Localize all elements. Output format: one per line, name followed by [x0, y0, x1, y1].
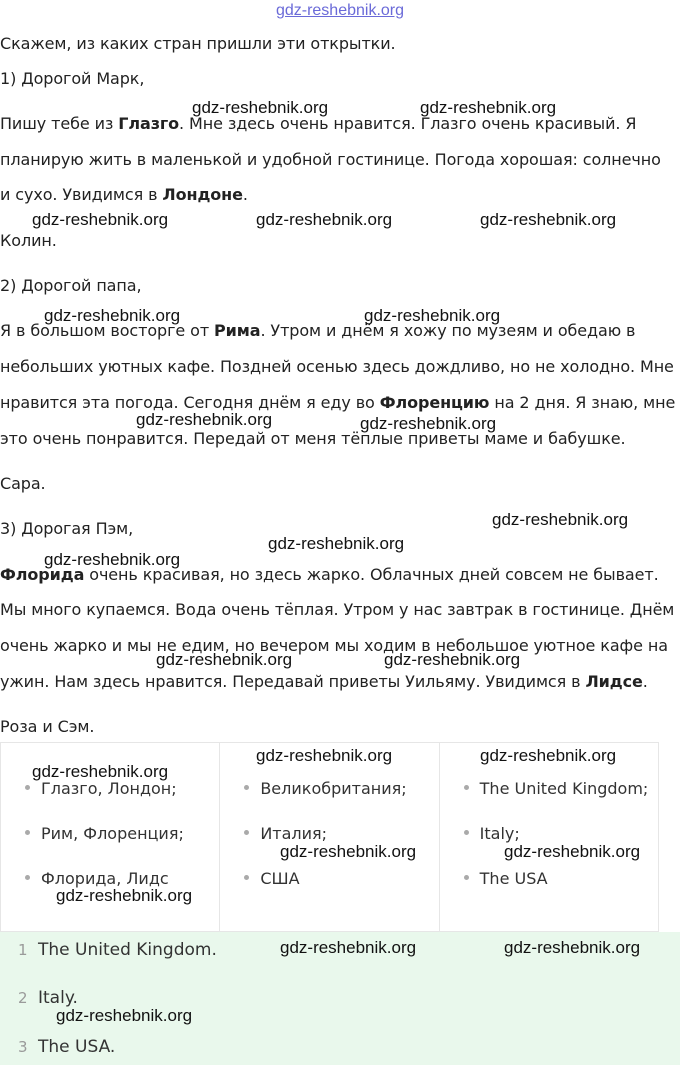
site-watermark-link[interactable]: gdz-reshebnik.org [275, 2, 405, 19]
watermark: gdz-reshebnik.org [420, 98, 557, 117]
watermark: gdz-reshebnik.org [480, 746, 617, 765]
watermark: gdz-reshebnik.org [136, 410, 273, 429]
table-col-countries-ru [220, 743, 439, 931]
letter1-line1: Пишу тебе из Глазго. Мне здесь очень нравится. Глазго очень красивый. Я [0, 114, 637, 133]
letter2-line2: небольших уютных кафе. Поздней осенью здесь дождливо, но не холодно. Мне [0, 357, 674, 376]
answer-item: 2 Italy. [18, 988, 78, 1008]
letter3-line3: очень жарко и мы не едим, но вечером мы ходим в небольшое уютное кафе на [0, 636, 668, 655]
watermark: gdz-reshebnik.org [56, 1006, 193, 1025]
letter1-line3: и сухо. Увидимся в Лондоне. [0, 185, 248, 204]
letter1-signature: Колин. [0, 231, 57, 250]
letter3-line4: ужин. Нам здесь нравится. Передавай приветы Уильяму. Увидимся в Лидсе. [0, 672, 648, 691]
letter1-greeting: 1) Дорогой Марк, [0, 69, 145, 88]
list-item: Рим, Флоренция; [25, 824, 184, 843]
list-item: The United Kingdom; [464, 779, 649, 798]
list-item: Глазго, Лондон; [25, 779, 177, 798]
letter3-signature: Роза и Сэм. [0, 717, 95, 736]
watermark: gdz-reshebnik.org [364, 306, 501, 325]
list-item: The USA [464, 869, 548, 888]
letter2-line3: нравится эта погода. Сегодня днём я еду во Флоренцию на 2 дня. Я знаю, мне [0, 393, 676, 412]
watermark: gdz-reshebnik.org [32, 762, 169, 781]
watermark: gdz-reshebnik.org [44, 306, 181, 325]
letter3-line1: Флорида очень красивая, но здесь жарко. Облачных дней совсем не бывает. [0, 565, 659, 584]
watermark: gdz-reshebnik.org [480, 210, 617, 229]
intro-text: Скажем, из каких стран пришли эти открытки. [0, 34, 396, 53]
letter3-greeting: 3) Дорогая Пэм, [0, 519, 134, 538]
watermark: gdz-reshebnik.org [256, 210, 393, 229]
list-item: Великобритания; [244, 779, 406, 798]
watermark: gdz-reshebnik.org [384, 650, 521, 669]
watermark: gdz-reshebnik.org [492, 510, 629, 529]
watermark: gdz-reshebnik.org [504, 842, 641, 861]
watermark: gdz-reshebnik.org [56, 886, 193, 905]
letter2-signature: Сара. [0, 474, 46, 493]
letter3-line2: Мы много купаемся. Вода очень тёплая. Утром у нас завтрак в гостинице. Днём [0, 600, 675, 619]
watermark: gdz-reshebnik.org [156, 650, 293, 669]
list-item: Италия; [244, 824, 327, 843]
watermark: gdz-reshebnik.org [256, 746, 393, 765]
answer-item: 3 The USA. [18, 1037, 116, 1057]
watermark: gdz-reshebnik.org [44, 550, 181, 569]
table-col-countries-en [440, 743, 658, 931]
letter2-line1: Я в большом восторге от Рима. Утром и днём я хожу по музеям и обедаю в [0, 321, 636, 340]
letter2-line4: это очень понравится. Передай от меня тёплые приветы маме и бабушке. [0, 429, 626, 448]
letter2-greeting: 2) Дорогой папа, [0, 276, 142, 295]
watermark: gdz-reshebnik.org [268, 534, 405, 553]
watermark: gdz-reshebnik.org [32, 210, 169, 229]
watermark: gdz-reshebnik.org [360, 414, 497, 433]
watermark: gdz-reshebnik.org [192, 98, 329, 117]
watermark: gdz-reshebnik.org [280, 842, 417, 861]
watermark: gdz-reshebnik.org [504, 938, 641, 957]
list-item: Italy; [464, 824, 520, 843]
watermark: gdz-reshebnik.org [280, 938, 417, 957]
list-item: США [244, 869, 299, 888]
letter1-line2: планирую жить в маленькой и удобной гостинице. Погода хорошая: солнечно [0, 150, 661, 169]
answer-item: 1 The United Kingdom. [18, 940, 217, 960]
list-item: Флорида, Лидс [25, 869, 169, 888]
